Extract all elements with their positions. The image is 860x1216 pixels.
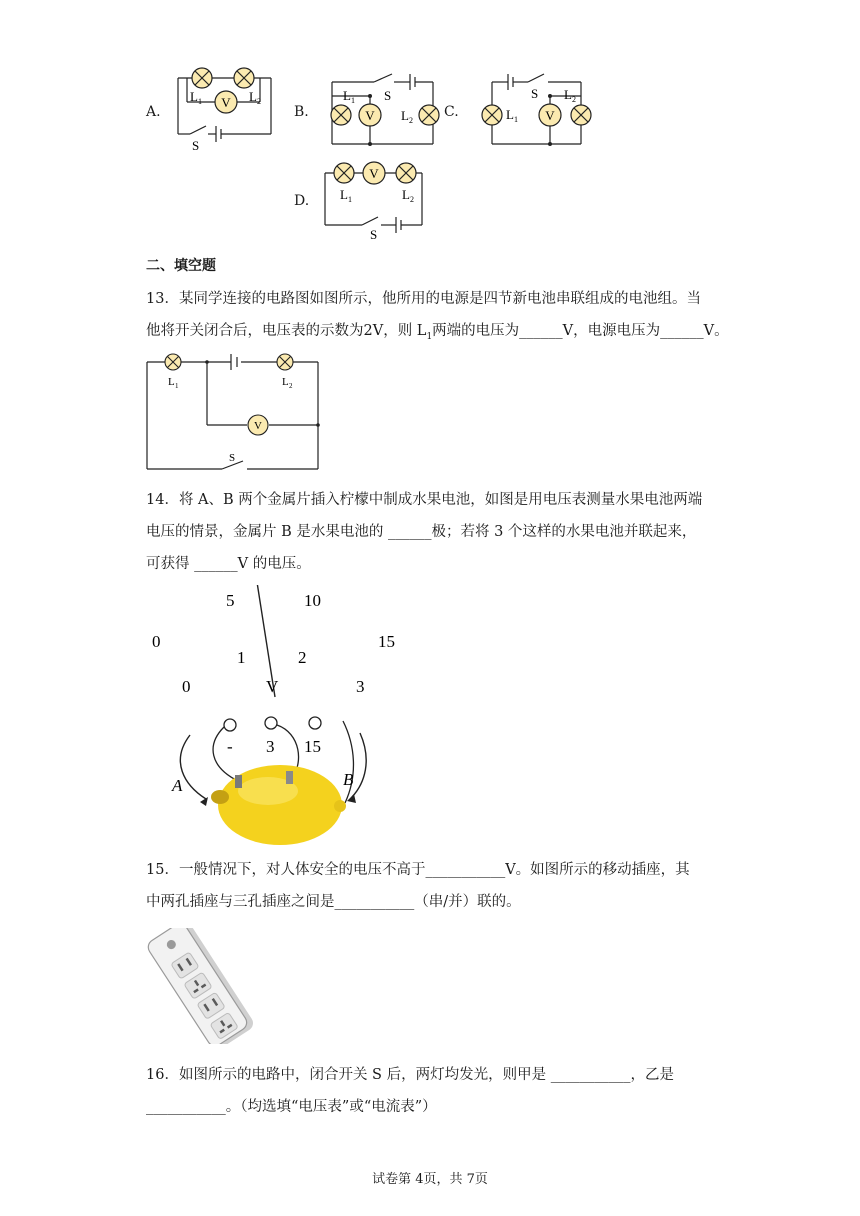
svg-text:L: L [282, 376, 289, 388]
option-a-label: A. [146, 104, 161, 120]
svg-text:S: S [384, 88, 392, 103]
svg-text:S: S [370, 227, 378, 242]
lamp-icon [234, 68, 254, 88]
terminal-negative [224, 719, 236, 731]
lamp-icon [482, 105, 502, 125]
voltmeter-icon [215, 91, 237, 113]
upper-scale-label-5: 5 [226, 591, 235, 610]
svg-text:1: 1 [348, 195, 352, 204]
lamp-icon [334, 163, 354, 183]
power-strip-image [140, 928, 266, 1044]
section-title: 二、填空题 [146, 258, 216, 274]
svg-text:L: L [506, 107, 514, 122]
circuit-a-diagram [168, 62, 280, 152]
circuit-c-diagram [478, 66, 600, 156]
svg-text:L: L [564, 87, 572, 102]
voltmeter-icon [248, 415, 268, 435]
q16-line2: ___________。（均选填“电压表”或“电流表”） [146, 1099, 437, 1115]
svg-text:1: 1 [514, 115, 518, 124]
q13-line1: 13．某同学连接的电路图如图所示，他所用的电源是四节新电池串联组成的电池组。当 [146, 291, 701, 307]
svg-text:L: L [401, 108, 409, 123]
q15-line2: 中两孔插座与三孔插座之间是___________（串/并）联的。 [146, 894, 521, 910]
svg-text:S: S [531, 86, 539, 101]
svg-text:2: 2 [409, 116, 413, 125]
circuit-b-diagram [326, 66, 444, 156]
svg-text:L: L [190, 89, 198, 104]
plate-a-label: A [172, 776, 183, 795]
q14-line1: 14．将 A、B 两个金属片插入柠檬中制成水果电池，如图是用电压表测量水果电池两端 [146, 492, 703, 508]
svg-text:L: L [249, 89, 257, 104]
voltmeter-lemon-figure [140, 585, 420, 845]
circuit-d-diagram [318, 157, 430, 243]
lower-scale-label-0: 0 [182, 677, 191, 696]
q14-line2: 电压的情景，金属片 B 是水果电池的 ______极；若将 3 个这样的水果电池并联起来， [146, 524, 697, 540]
lamp-icon [419, 105, 439, 125]
page-footer: 试卷第 4页，共 7页 [372, 1172, 488, 1187]
lamp-icon [277, 354, 293, 370]
svg-text:L: L [168, 376, 175, 388]
svg-text:V: V [254, 420, 262, 432]
option-b-label: B. [294, 104, 309, 120]
meter-unit-label: V [266, 677, 279, 696]
svg-text:2: 2 [257, 97, 261, 106]
upper-scale-label-0: 0 [152, 632, 161, 651]
svg-text:S: S [192, 138, 200, 152]
svg-text:S: S [229, 452, 236, 464]
voltmeter-icon [359, 104, 381, 126]
voltmeter-icon [363, 162, 385, 184]
lamp-icon [571, 105, 591, 125]
svg-text:L: L [402, 187, 410, 202]
svg-text:2: 2 [410, 195, 414, 204]
svg-text:L: L [340, 187, 348, 202]
metal-plate-b [286, 771, 293, 784]
lamp-icon [165, 354, 181, 370]
voltmeter-icon [539, 104, 561, 126]
terminal-15 [309, 717, 321, 729]
plate-b-label: B [343, 770, 354, 789]
svg-text:1: 1 [175, 382, 179, 390]
svg-text:2: 2 [572, 95, 576, 104]
q13-line2: 他将开关闭合后，电压表的示数为2V，则 $L_1$两端的电压为______V，电源电压为______V。 [146, 323, 729, 342]
lamp-icon [396, 163, 416, 183]
q16-line1: 16．如图所示的电路中，闭合开关 S 后，两灯均发光，则甲是 ___________，乙是 [146, 1067, 674, 1083]
metal-plate-a [235, 775, 242, 788]
option-c-label: C. [444, 104, 459, 120]
lower-scale-label-3: 3 [356, 677, 365, 696]
q15-line1: 15．一般情况下，对人体安全的电压不高于___________V。如图所示的移动插座，其 [146, 862, 690, 878]
q13-circuit-diagram [140, 348, 330, 474]
terminal-label-negative: - [227, 737, 233, 756]
svg-text:V: V [369, 166, 379, 181]
lower-scale-label-1: 1 [237, 648, 246, 667]
terminal-label-15: 15 [304, 737, 321, 756]
svg-text:V: V [221, 95, 231, 110]
svg-text:V: V [545, 108, 555, 123]
svg-text:1: 1 [198, 97, 202, 106]
lamp-icon [331, 105, 351, 125]
terminal-label-3: 3 [266, 737, 275, 756]
lower-scale-label-2: 2 [298, 648, 307, 667]
terminal-3 [265, 717, 277, 729]
svg-text:L: L [343, 88, 351, 103]
lamp-icon [192, 68, 212, 88]
svg-text:1: 1 [351, 96, 355, 105]
q14-line3: 可获得 ______V 的电压。 [146, 556, 311, 572]
upper-scale-label-15: 15 [378, 632, 395, 651]
option-d-label: D. [294, 193, 310, 209]
svg-text:2: 2 [289, 382, 293, 390]
upper-scale-label-10: 10 [304, 591, 321, 610]
svg-text:V: V [365, 108, 375, 123]
